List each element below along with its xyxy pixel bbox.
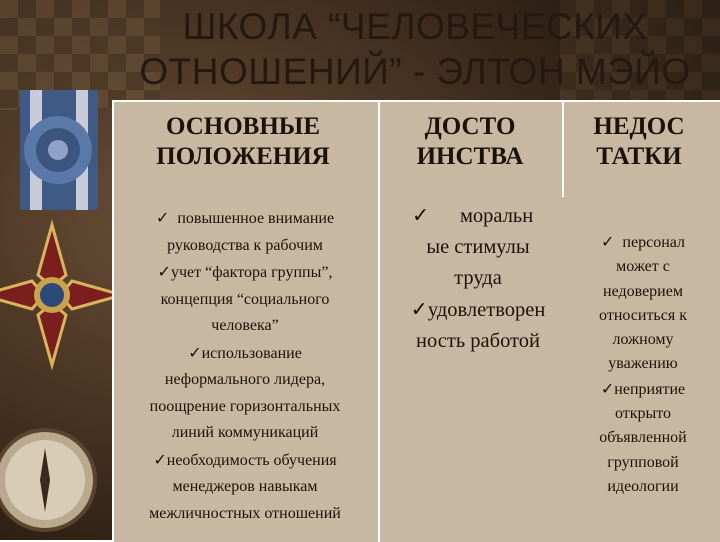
disadvantages-list: ✓ персонал может с недоверием относиться к ложному уважению ✓неприятие открыто объявленной групповой идеологии (564, 230, 720, 499)
list-item: ✓ повышенное внимание (155, 208, 335, 227)
slide-title-line1: ШКОЛА “ЧЕЛОВЕЧЕСКИХ (182, 6, 648, 47)
checkmark-icon: ✓ (188, 342, 202, 362)
list-item: ✓ моральн (412, 203, 534, 227)
checkmark-icon: ✓ (412, 203, 430, 227)
header-advantages: ДОСТО ИНСТВА (416, 113, 524, 170)
medal-ribbon-icon (20, 90, 98, 210)
advantages-list: ✓ моральн ые стимулы труда ✓удовлетворен ность работой (380, 200, 576, 357)
checkmark-icon: ✓ (601, 232, 615, 251)
list-item: ✓ персонал (601, 232, 685, 251)
list-item: ✓необходимость обучения (153, 449, 337, 469)
content-table (112, 100, 720, 542)
list-item: ✓использование (188, 342, 302, 362)
header-disadvantages: НЕДОС ТАТКИ (593, 113, 685, 170)
checkmark-icon: ✓ (155, 208, 170, 227)
slide-title-line2: ОТНОШЕНИЙ” - ЭЛТОН МЭЙО (139, 51, 691, 92)
provisions-list: ✓ повышенное внимание руководства к рабочим ✓учет “фактора группы”, концепция “социального человека” ✓использование неформального лидера, поощрение горизонтальных линий коммуникаций ✓необходимость обучения менеджеров навыкам межличностных отношений (114, 205, 376, 527)
list-item: ✓удовлетворен (410, 297, 546, 321)
header-main-provisions: ОСНОВНЫЕ ПОЛОЖЕНИЯ (156, 113, 330, 170)
checkmark-icon: ✓ (600, 378, 615, 398)
checkmark-icon: ✓ (153, 449, 167, 469)
compass-icon (0, 430, 95, 530)
checkmark-icon: ✓ (410, 297, 428, 321)
list-item: ✓неприятие (600, 378, 686, 398)
list-item: ✓учет “фактора группы”, (157, 262, 333, 281)
checkmark-icon: ✓ (157, 262, 171, 281)
